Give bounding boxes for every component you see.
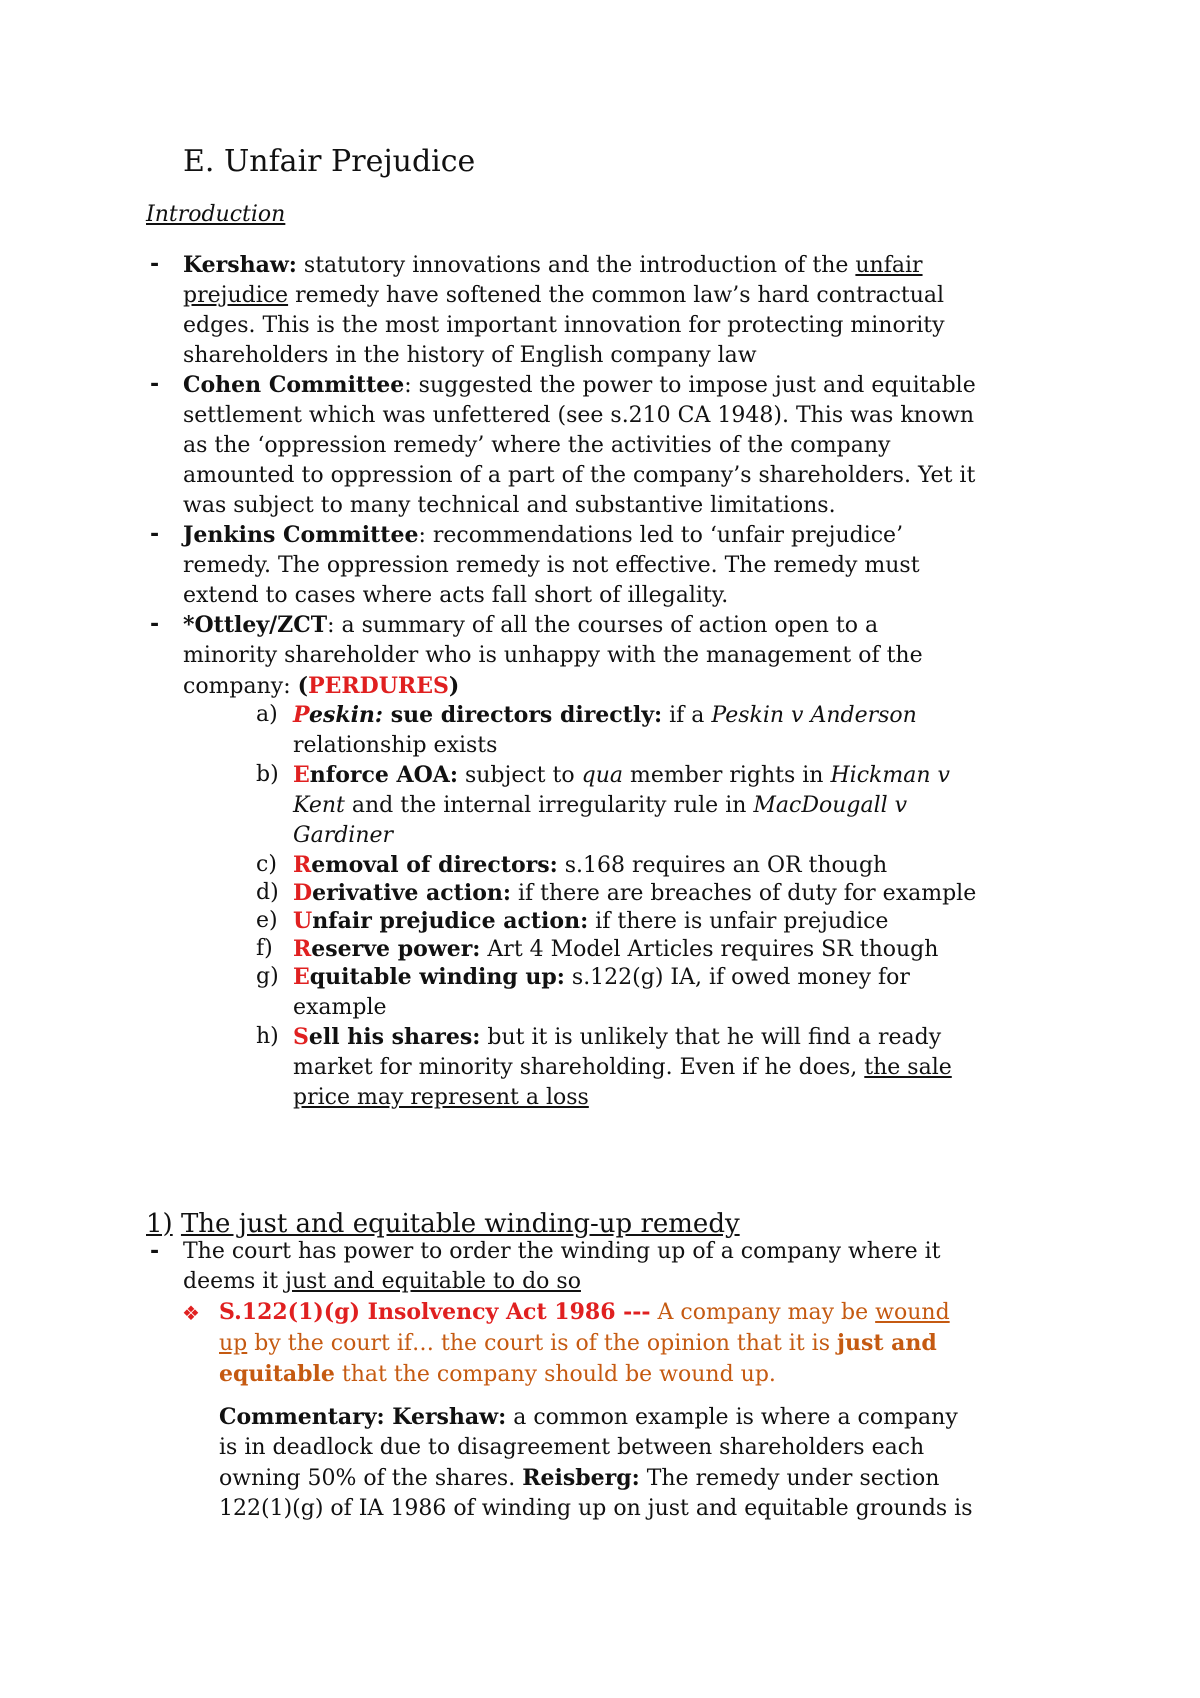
underlined-text: prejudice [183,283,289,308]
section-title: The just and equitable winding-up remedy [180,1209,740,1239]
text-line: minority shareholder who is unhappy with the management of the [183,643,923,668]
underlined-text: price may represent a loss [293,1085,589,1110]
item-label: quitable winding up: [309,964,565,990]
section-number: 1) [146,1209,173,1239]
author-label: Kershaw: [183,252,297,278]
introduction-label: Introduction [146,202,286,227]
bullet-kershaw [183,250,1063,371]
text-line [183,281,1063,311]
text-run: subject to [457,763,582,788]
list-item-text [293,878,1073,909]
text-line: amounted to oppression of a part of the company’s shareholders. Yet it [183,463,976,488]
list-item-text [293,906,1073,937]
item-label: ell his shares: [308,1024,481,1050]
author-label: Cohen Committee [183,372,405,398]
text-run: s.168 requires an OR though [557,853,888,878]
text-line [183,370,1063,401]
text-line [293,906,1073,937]
bullet-cohen-committee [183,370,1063,521]
text-line [293,962,1073,993]
text-line [183,610,1063,641]
text-line: is in deadlock due to disagreement between shareholders each [219,1435,925,1460]
text-run: if there are breaches of duty for example [510,881,977,906]
underlined-text: up [219,1331,248,1356]
underlined-text: wound [875,1300,950,1325]
text-line [183,250,1063,281]
acronym-letter: R [293,936,312,962]
text-run: : recommendations led to ‘unfair prejudice’ [418,523,904,548]
text-run: if a [662,703,712,728]
text-line [293,1022,1073,1053]
bullet-dash: - [150,1239,160,1264]
list-item-text [293,850,1073,881]
text-line [293,934,1073,965]
text-line [183,520,1063,551]
text-run: remedy have softened the common law’s hard contractual [288,283,945,308]
bullet-dash: - [150,252,160,277]
text-run: by the court if… the court is of the opinion that it is [247,1331,838,1356]
paren: ) [448,673,460,699]
text-line [293,700,1073,731]
text-run: statutory innovations and the introduction of the [296,253,856,278]
acronym-letter: E [293,964,310,990]
text-run: s.122(g) IA, if owed money for [564,965,910,990]
text-run: that the company should be wound up. [334,1362,776,1387]
acronym-letter: R [293,852,312,878]
text-run: a common example is where a company [506,1405,958,1430]
underlined-text: unfair [855,253,923,278]
text-line: extend to cases where acts fall short of illegality. [183,583,729,608]
text-run: The remedy under section [639,1466,940,1491]
list-marker: b) [256,762,279,787]
bullet-dash: - [150,612,160,637]
case-name: MacDougall v [753,793,908,818]
underlined-text: just and equitable to do so [285,1269,581,1294]
text-run: A company may be [650,1300,876,1325]
acronym-letter: P [293,702,309,728]
text-run: : suggested the power to impose just and equitable [404,373,976,398]
text-run: member rights in [622,763,831,788]
text-line [293,850,1073,881]
text-line [219,1463,1079,1494]
statute-citation: S.122(1)(g) Insolvency Act 1986 --- [219,1299,651,1325]
text-line [219,1297,1079,1328]
text-line [293,878,1073,909]
bold-term: just and [837,1330,937,1356]
text-run: but it is unlikely that he will find a ready [480,1025,942,1050]
underlined-text: the sale [864,1055,952,1080]
list-marker: c) [256,852,277,877]
text-run: : a summary of all the courses of action open to a [327,613,879,638]
author-label: *Ottley/ZCT [183,612,328,638]
bullet-dash: - [150,522,160,547]
acronym-letter: S [293,1024,309,1050]
list-marker: a) [256,702,278,727]
paren: ( [297,673,309,699]
text-line: example [293,995,387,1020]
bullet-dash: - [150,372,160,397]
text-line [183,1267,1063,1297]
list-item-text [293,962,1073,1023]
list-item-text [293,700,1073,761]
list-marker: f) [256,936,273,961]
text-line: remedy. The oppression remedy is not effective. The remedy must [183,553,920,578]
case-name: Kent [293,793,345,818]
commentary-label: Commentary: Kershaw: [219,1404,507,1430]
italic-term: qua [581,763,623,788]
list-item-text [293,1022,1073,1113]
text-line: as the ‘oppression remedy’ where the activities of the company [183,433,891,458]
text-run: company: [183,674,298,699]
commentary-paragraph [219,1402,1079,1524]
text-run: deems it [183,1269,286,1294]
perdures-acronym: PERDURES [308,673,449,699]
text-run: owning 50% of the shares. [219,1466,523,1491]
text-line [219,1359,1079,1390]
item-label: nforce AOA: [309,762,458,788]
author-label: Jenkins Committee [183,522,419,548]
text-line [219,1328,1079,1359]
text-line: settlement which was unfettered (see s.210 CA 1948). This was known [183,403,975,428]
list-marker: d) [256,880,279,905]
text-line: The court has power to order the winding up of a company where it [183,1239,941,1264]
section-heading [146,1209,740,1239]
item-label: nfair prejudice action: [312,908,589,934]
author-label: Reisberg: [522,1465,640,1491]
list-item-text [293,934,1073,965]
list-marker: e) [256,908,278,933]
list-marker: h) [256,1024,279,1049]
case-name: Hickman v [830,763,950,788]
page-title: E. Unfair Prejudice [183,144,476,179]
statute-quote [219,1297,1079,1390]
item-label: eserve power: [311,936,481,962]
item-label: emoval of directors: [311,852,558,878]
text-line [293,760,1073,791]
case-name: Peskin v Anderson [711,703,917,728]
bullet-court-power [183,1237,1063,1297]
text-line [183,671,1063,702]
text-run: Art 4 Model Articles requires SR though [480,937,939,962]
acronym-letter: D [293,880,313,906]
text-line: shareholders in the history of English company law [183,343,757,368]
text-run: market for minority shareholding. Even if he does, [293,1055,865,1080]
case-name: eskin: [308,702,384,728]
text-line [219,1402,1079,1433]
bullet-jenkins-committee [183,520,1063,611]
acronym-letter: U [293,908,313,934]
text-line: relationship exists [293,733,498,758]
bold-term: equitable [219,1361,335,1387]
list-marker: g) [256,964,279,989]
text-line: 122(1)(g) of IA 1986 of winding up on just and equitable grounds is [219,1496,973,1521]
case-name: Gardiner [293,823,394,848]
list-item-text [293,760,1073,851]
text-run: and the internal irregularity rule in [344,793,754,818]
text-run: if there is unfair prejudice [588,909,889,934]
item-label: sue directors directly: [383,702,663,728]
text-line [293,1053,1073,1083]
text-line [293,791,1073,821]
text-line: was subject to many technical and substantive limitations. [183,493,836,518]
diamond-bullet-icon: ❖ [182,1301,200,1325]
acronym-letter: E [293,762,310,788]
bullet-ottley-zct [183,610,1063,702]
item-label: erivative action: [312,880,511,906]
text-line: edges. This is the most important innovation for protecting minority [183,313,945,338]
